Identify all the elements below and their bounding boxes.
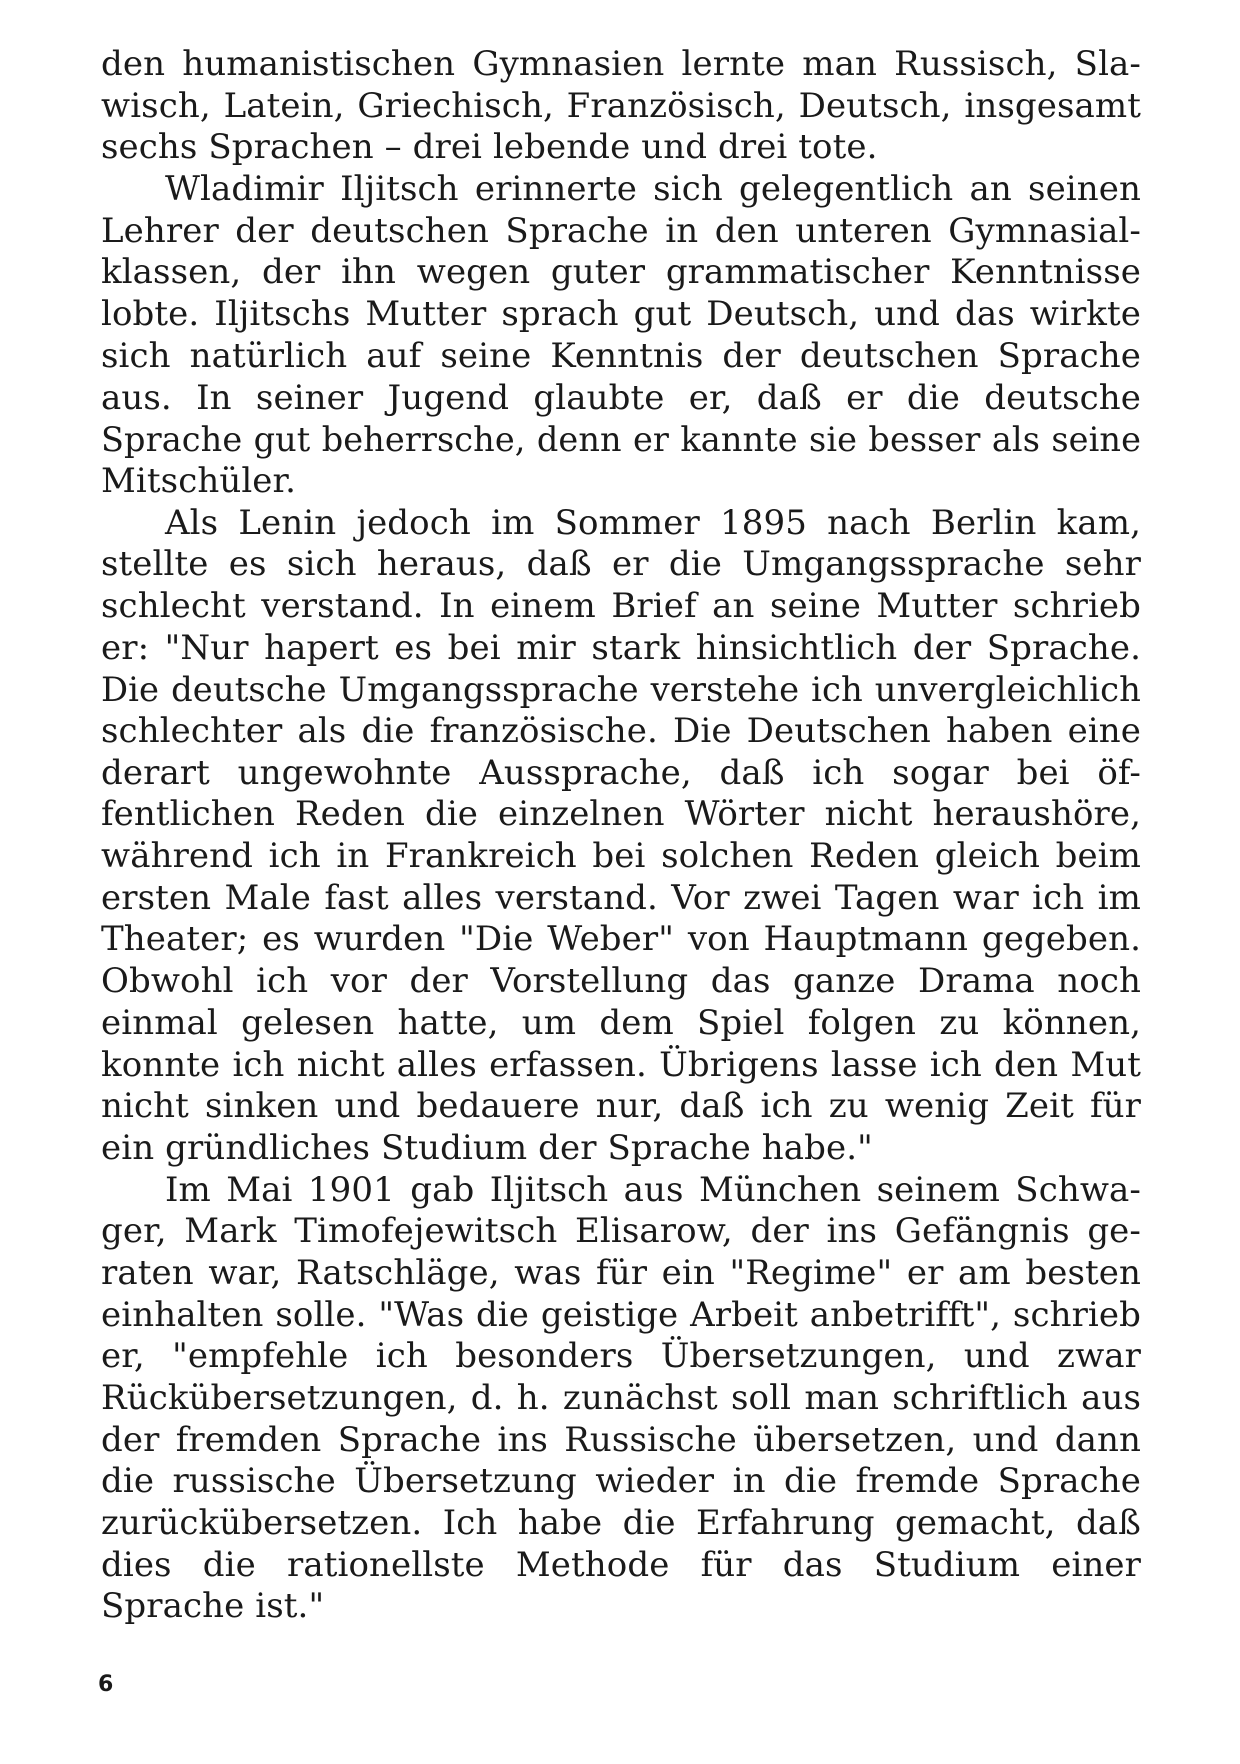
text-line: schlecht verstand. In einem Brief an seine Mutter schrieb [101,585,1141,626]
text-line: Obwohl ich vor der Vorstellung das ganze Drama noch [101,961,1141,1002]
text-line: dies die rationellste Methode für das Studium einer [101,1544,1141,1585]
text-line: zurückübersetzen. Ich habe die Erfahrung gemacht, daß [101,1503,1141,1544]
text-line: während ich in Frankreich bei solchen Reden gleich beim [101,836,1141,877]
text-line: ger, Mark Timofejewitsch Elisarow, der ins Gefängnis ge- [101,1211,1141,1252]
paragraph-4 [101,1170,1141,1629]
paragraph-2 [101,169,1141,503]
text-line: Mitschüler. [101,460,297,501]
text-line: Sprache gut beherrsche, denn er kannte sie besser als seine [101,420,1141,460]
text-line: Wladimir Iljitsch erinnerte sich gelegentlich an seinen [165,169,1141,210]
text-line: Im Mai 1901 gab Iljitsch aus München seinem Schwa- [165,1169,1141,1210]
text-line: Lehrer der deutschen Sprache in den unteren Gymnasial- [101,210,1141,251]
text-line: sich natürlich auf seine Kenntnis der deutschen Sprache [101,335,1141,376]
text-line: klassen, der ihn wegen guter grammatischer Kenntnisse [101,252,1141,293]
text-line: einmal gelesen hatte, um dem Spiel folgen zu können, [101,1002,1141,1043]
text-line: einhalten solle. "Was die geistige Arbeit anbetrifft", schrieb [101,1294,1141,1335]
text-line: den humanistischen Gymnasien lernte man Russisch, Sla- [101,44,1141,84]
text-line: lobte. Iljitschs Mutter sprach gut Deutsch, und das wirkte [101,294,1141,335]
text-line: Rückübersetzungen, d. h. zunächst soll man schriftlich aus [101,1378,1141,1418]
text-line: Theater; es wurden "Die Weber" von Hauptmann gegeben. [101,919,1141,960]
page-body [101,44,1141,1628]
text-line: stellte es sich heraus, daß er die Umgangssprache sehr [101,544,1141,585]
text-line: er, "empfehle ich besonders Übersetzungen, und zwar [101,1336,1141,1377]
paragraph-1 [101,44,1141,169]
text-line: raten war, Ratschläge, was für ein "Regime" er am besten [101,1252,1141,1293]
text-line: konnte ich nicht alles erfassen. Übrigens lasse ich den Mut [101,1044,1141,1085]
text-line: Als Lenin jedoch im Sommer 1895 nach Berlin kam, [165,502,1141,543]
text-line: sechs Sprachen – drei lebende und drei tote. [101,127,878,168]
text-line: der fremden Sprache ins Russische übersetzen, und dann [101,1419,1141,1460]
text-line: fentlichen Reden die einzelnen Wörter nicht heraushöre, [101,794,1141,835]
paragraph-3 [101,503,1141,1170]
text-line: die russische Übersetzung wieder in die fremde Sprache [101,1461,1141,1502]
text-line: nicht sinken und bedauere nur, daß ich zu wenig Zeit für [101,1086,1141,1127]
page-number: 6 [98,1672,114,1697]
text-line: ersten Male fast alles verstand. Vor zwei Tagen war ich im [101,877,1141,918]
text-line: Die deutsche Umgangssprache verstehe ich unvergleichlich [101,670,1141,710]
text-line: derart ungewohnte Aussprache, daß ich sogar bei öf- [101,752,1141,793]
text-line: Sprache ist." [101,1586,325,1627]
text-line: schlechter als die französische. Die Deutschen haben eine [101,711,1141,751]
text-line: ein gründliches Studium der Sprache habe." [101,1127,873,1168]
text-line: er: "Nur hapert es bei mir stark hinsichtlich der Sprache. [101,627,1141,668]
text-line: wisch, Latein, Griechisch, Französisch, Deutsch, insgesamt [101,85,1141,126]
text-line: aus. In seiner Jugend glaubte er, daß er die deutsche [101,377,1141,418]
